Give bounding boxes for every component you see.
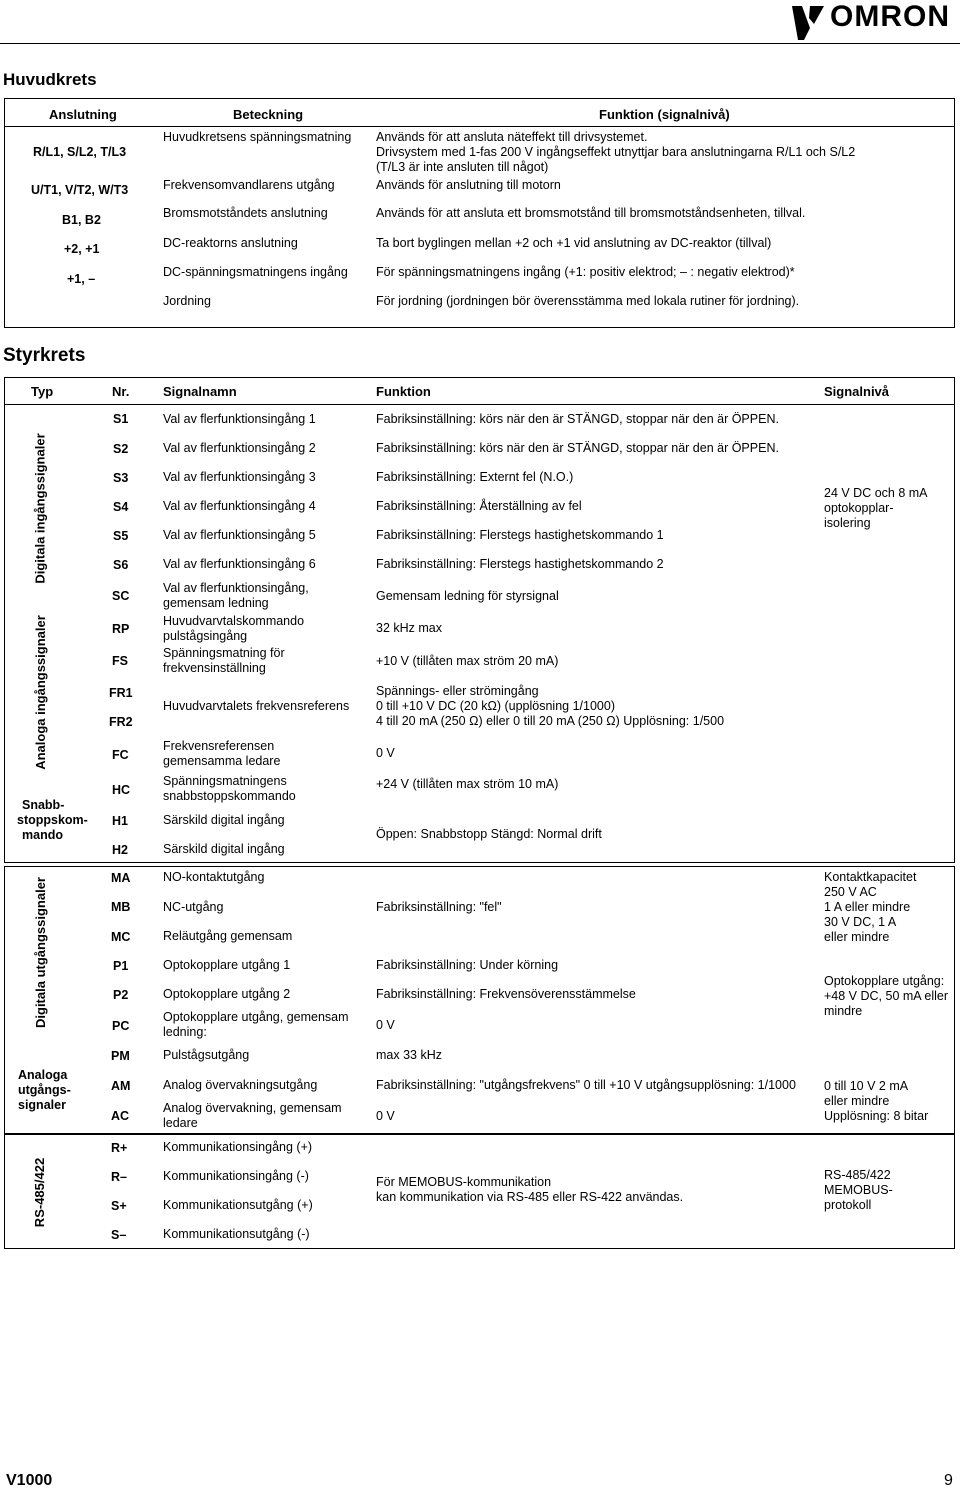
signal-nr: S2 [113,442,129,456]
signal-name: Val av flerfunktionsingång 4 [163,499,316,513]
signal-name: Optokopplare utgång 1 [163,958,291,972]
signal-nr: RP [112,622,130,636]
signal-nr: MC [111,930,131,944]
signal-level: protokoll [824,1198,872,1212]
signal-name: Pulstågsutgång [163,1048,250,1062]
main-function: Används för att ansluta näteffekt till drivsystemet. [376,130,648,144]
signal-function: Fabriksinställning: körs när den är STÄNGD, stoppar när den är ÖPPEN. [376,412,779,426]
signal-level: MEMOBUS- [824,1183,893,1197]
signal-nr: PM [111,1049,130,1063]
signal-nr: FS [112,654,128,668]
main-connection: R/L1, S/L2, T/L3 [33,145,127,159]
signal-name: Huvudvarvtalskommando [163,614,305,628]
signal-function-merged: 4 till 20 mA (250 Ω) eller 0 till 20 mA (250 Ω) Upplösning: 1/500 [376,714,725,728]
signal-function: Fabriksinställning: Flerstegs hastighetskommando 2 [376,557,664,571]
signal-function: Fabriksinställning: Frekvensöverensstämmelse [376,987,636,1001]
signal-nr: SC [112,589,130,603]
group-fast-stop: mando [22,828,63,842]
header-connection: Anslutning [49,107,117,122]
group-analog-inputs [4,610,76,774]
main-designation: Frekvensomvandlarens utgång [163,178,335,192]
signal-name: Val av flerfunktionsingång 1 [163,412,316,426]
signal-level: RS-485/422 [824,1168,891,1182]
signal-level: 250 V AC [824,885,877,899]
signal-name: Optokopplare utgång, gemensam [163,1010,349,1024]
signal-name: NO-kontaktutgång [163,870,265,884]
main-function: För jordning (jordningen bör överensstämma med lokala rutiner för jordning). [376,294,800,308]
signal-name: Kommunikationsutgång (+) [163,1198,313,1212]
control-header-row [4,377,955,405]
footer-page-number: 9 [944,1472,953,1489]
signal-function-merged: Spännings- eller strömingång [376,684,539,698]
main-function: (T/L3 är inte ansluten till något) [376,160,549,174]
header-type: Typ [31,384,54,399]
signal-nr: MA [111,871,131,885]
header-level: Signalnivå [824,384,890,399]
signal-name: gemensamma ledare [163,754,281,768]
signal-nr: S5 [113,529,129,543]
signal-nr: FC [112,748,129,762]
signal-level: eller mindre [824,1094,890,1108]
main-function: Används för att ansluta ett bromsmotstånd till bromsmotståndsenheten, tillval. [376,206,806,220]
signal-function: Fabriksinställning: "utgångsfrekvens" 0 till +10 V utgångsupplösning: 1/1000 [376,1078,796,1092]
signal-nr: P1 [113,959,129,973]
signal-name: Val av flerfunktionsingång 3 [163,470,316,484]
signal-function: 0 V [376,1109,395,1123]
signal-name: gemensam ledning [163,596,269,610]
signal-function-merged: 0 till +10 V DC (20 kΩ) (upplösning 1/1000) [376,699,615,713]
signal-nr: H1 [112,814,128,828]
group-analog-outputs: signaler [18,1098,66,1112]
signal-name: ledning: [163,1025,207,1039]
main-function: Ta bort byglingen mellan +2 och +1 vid anslutning av DC-reaktor (tillval) [376,236,772,250]
omron-logo [790,2,960,42]
group-label: Digitala utgångssignaler [32,876,48,1028]
main-function: För spänningsmatningens ingång (+1: positiv elektrod; – : negativ elektrod)* [376,265,795,279]
signal-level: optokopplar- [824,501,894,515]
header-signal: Signalnamn [163,384,237,399]
main-function: Drivsystem med 1-fas 200 V ingångseffekt utnyttjar bara anslutningarna R/L1 och S/L2 [376,145,856,159]
signal-name: Frekvensreferensen [163,739,275,753]
signal-function-merged: kan kommunikation via RS-485 eller RS-422 användas. [376,1190,684,1204]
signal-nr: H2 [112,843,128,857]
signal-function: 0 V [376,746,395,760]
signal-nr: S1 [113,412,129,426]
signal-function-merged: Öppen: Snabbstopp Stängd: Normal drift [376,827,602,841]
signal-level: isolering [824,516,871,530]
group-fast-stop: stoppskom- [17,813,88,827]
signal-name: Särskild digital ingång [163,813,285,827]
signal-function: Fabriksinställning: Under körning [376,958,559,972]
signal-name: Val av flerfunktionsingång 6 [163,557,316,571]
signal-level: 0 till 10 V 2 mA [824,1079,909,1093]
signal-function: max 33 kHz [376,1048,442,1062]
signal-function-merged: För MEMOBUS-kommunikation [376,1175,552,1189]
main-header-divider [4,126,955,127]
group-analog-outputs: Analoga [18,1068,68,1082]
signal-nr: FR1 [109,686,133,700]
signal-nr: R+ [111,1141,128,1155]
signal-nr: S4 [113,500,129,514]
group-label: Digitala ingångssignaler [32,432,48,584]
signal-function: 0 V [376,1018,395,1032]
signal-function: Fabriksinställning: Återställning av fel [376,499,582,513]
main-designation: Jordning [163,294,211,308]
signal-name-merged: Huvudvarvtalets frekvensreferens [163,699,350,713]
main-designation: Bromsmotståndets anslutning [163,206,328,220]
group-label: RS-485/422 [32,1157,48,1227]
signal-level: Optokopplare utgång: [824,974,945,988]
signal-level: +48 V DC, 50 mA eller [824,989,949,1003]
signal-name: Spänningsmatning för [163,646,285,660]
signal-function: Gemensam ledning för styrsignal [376,589,559,603]
signal-level: 1 A eller mindre [824,900,911,914]
signal-name: Kommunikationsingång (-) [163,1169,309,1183]
signal-function: Fabriksinställning: Externt fel (N.O.) [376,470,574,484]
signal-nr: PC [112,1019,130,1033]
signal-nr: HC [112,783,131,797]
signal-function: Fabriksinställning: körs när den är STÄNGD, stoppar när den är ÖPPEN. [376,441,779,455]
signal-level: Upplösning: 8 bitar [824,1109,929,1123]
control-circuit-heading: Styrkrets [3,345,86,366]
main-connection: U/T1, V/T2, W/T3 [31,183,129,197]
signal-nr: S3 [113,471,129,485]
signal-nr: S– [111,1228,127,1242]
signal-nr: S+ [111,1199,127,1213]
signal-name: pulstågsingång [163,629,248,643]
header-rule [0,43,960,44]
group-label: Analoga ingångssignaler [32,614,48,770]
signal-nr: S6 [113,558,129,572]
signal-name: Val av flerfunktionsingång 5 [163,528,316,542]
signal-function: Fabriksinställning: Flerstegs hastighetskommando 1 [376,528,664,542]
group-fast-stop: Snabb- [22,798,65,812]
signal-nr: P2 [113,988,129,1002]
signal-name: Analog övervakningsutgång [163,1078,318,1092]
signal-name: Spänningsmatningens [163,774,287,788]
signal-nr: FR2 [109,715,133,729]
omron-swoosh-icon [790,2,830,42]
signal-name: snabbstoppskommando [163,789,296,803]
signal-name: Särskild digital ingång [163,842,285,856]
signal-function: +10 V (tillåten max ström 20 mA) [376,654,559,668]
signal-name: Analog övervakning, gemensam [163,1101,342,1115]
main-connection: +1, – [67,272,96,286]
group-analog-outputs: utgångs- [18,1083,71,1097]
group-rs485 [4,1136,76,1248]
header-designation: Beteckning [233,107,304,122]
main-circuit-heading: Huvudkrets [3,70,97,89]
signal-level: 24 V DC och 8 mA [824,486,928,500]
signal-function: Fabriksinställning: "fel" [376,900,502,914]
signal-nr: AM [111,1079,131,1093]
signal-name: Val av flerfunktionsingång, [163,581,309,595]
main-designation: DC-spänningsmatningens ingång [163,265,348,279]
header-function: Funktion [376,384,431,399]
signal-nr: AC [111,1109,130,1123]
signal-name: Kommunikationsingång (+) [163,1140,313,1154]
signal-function: +24 V (tillåten max ström 10 mA) [376,777,559,791]
signal-level: eller mindre [824,930,890,944]
main-connection: B1, B2 [62,213,101,227]
main-designation: DC-reaktorns anslutning [163,236,298,250]
signal-name: Val av flerfunktionsingång 2 [163,441,316,455]
signal-name: ledare [163,1116,198,1130]
header-nr: Nr. [112,384,130,399]
signal-name: frekvensinställning [163,661,266,675]
signal-name: Reläutgång gemensam [163,929,293,943]
footer-model: V1000 [6,1472,53,1489]
group-digital-inputs [4,406,76,610]
signal-name: NC-utgång [163,900,224,914]
brand-name: OMRON [830,0,950,33]
header-function: Funktion (signalnivå) [599,107,730,122]
main-function: Används för anslutning till motorn [376,178,561,192]
signal-function: 32 kHz max [376,621,442,635]
signal-nr: MB [111,900,131,914]
signal-level: Kontaktkapacitet [824,870,917,884]
signal-level: 30 V DC, 1 A [824,915,897,929]
signal-name: Optokopplare utgång 2 [163,987,291,1001]
signal-level: mindre [824,1004,863,1018]
signal-name: Kommunikationsutgång (-) [163,1227,310,1241]
group-digital-outputs [4,866,76,1038]
main-connection: +2, +1 [64,242,100,256]
main-designation: Huvudkretsens spänningsmatning [163,130,352,144]
signal-nr: R– [111,1170,127,1184]
